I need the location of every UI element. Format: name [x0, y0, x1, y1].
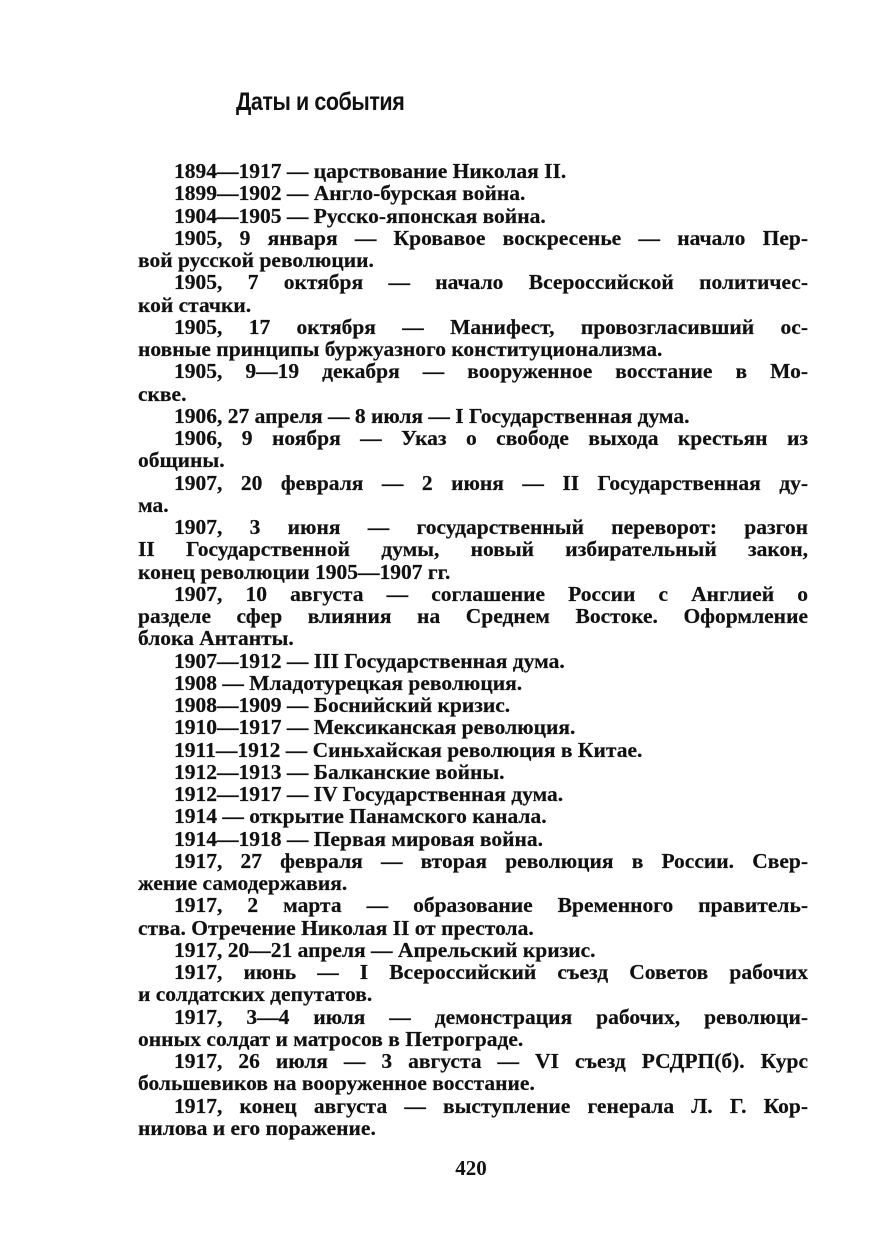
- chronology-entry: [138, 828, 808, 850]
- entry-line: вой русской революции.: [138, 248, 374, 272]
- chronology-entry: [138, 360, 808, 405]
- chronology-entry: [138, 182, 808, 204]
- chronology-entry: [138, 939, 808, 961]
- entry-line: 1912—1913 — Балканские войны.: [174, 759, 505, 784]
- entry-line: 1914 — открытие Панамского канала.: [174, 804, 547, 829]
- entry-line: 1911—1912 — Синьхайская революция в Китае.: [174, 737, 643, 762]
- entry-line: 1906, 27 апреля — 8 июля — I Государственная дума.: [174, 403, 690, 428]
- entry-line: II Государственной думы, новый избирательный закон,: [138, 537, 808, 562]
- chronology-entry: [138, 672, 808, 694]
- chronology-entry: [138, 739, 808, 761]
- chronology-entry: [138, 205, 808, 227]
- chronology-entry: [138, 472, 808, 517]
- entry-line: 1908—1909 — Боснийский кризис.: [174, 693, 511, 717]
- entry-line: 1917, 3—4 июля — демонстрация рабочих, революци-: [174, 1004, 808, 1029]
- entry-line: разделе сфер влияния на Среднем Востоке. Оформление: [138, 604, 808, 628]
- entry-line: ма.: [138, 492, 169, 517]
- chronology-entry: [138, 1050, 808, 1095]
- entry-line: 1917, 26 июля — 3 августа — VI съезд РСДРП(б). Курс: [174, 1049, 808, 1073]
- entry-line: 1910—1917 — Мексиканская революция.: [174, 715, 576, 740]
- chronology-entry: [138, 1006, 808, 1051]
- chronology-entry: [138, 783, 808, 805]
- chronology-entry: [138, 650, 808, 672]
- entry-line: 1905, 17 октября — Манифест, провозгласивший ос-: [174, 314, 808, 339]
- entry-line: 1907, 20 февраля — 2 июня — II Государственная ду-: [174, 470, 808, 495]
- chronology-entry: [138, 316, 808, 361]
- entry-line: 1917, 2 марта — образование Временного правитель-: [174, 893, 808, 918]
- chronology-entry: [138, 694, 808, 716]
- entry-line: 1917, 27 февраля — вторая революция в России. Свер-: [174, 848, 808, 873]
- entry-line: блока Антанты.: [138, 626, 294, 651]
- entry-line: 1905, 7 октября — начало Всероссийской политичес-: [174, 270, 808, 295]
- chronology-entry: [138, 761, 808, 783]
- entry-line: конец революции 1905—1907 гг.: [138, 559, 451, 584]
- entry-line: кой стачки.: [138, 292, 252, 317]
- chronology-entry: [138, 271, 808, 316]
- chronology-entry: [138, 427, 808, 472]
- entry-line: ства. Отречение Николая II от престола.: [138, 915, 534, 940]
- chronology-entry: [138, 961, 808, 1006]
- chronology-list: [138, 160, 808, 1139]
- entry-line: 1914—1918 — Первая мировая война.: [174, 826, 544, 851]
- chronology-entry: [138, 160, 808, 182]
- entry-line: большевиков на вооруженное восстание.: [138, 1071, 535, 1096]
- entry-line: 1894—1917 — царствование Николая II.: [174, 159, 567, 183]
- entry-line: 1917, 20—21 апреля — Апрельский кризис.: [174, 937, 596, 962]
- entry-line: новные принципы буржуазного конституционализма.: [138, 337, 663, 361]
- chronology-entry: [138, 1095, 808, 1140]
- entry-line: жение самодержавия.: [138, 871, 348, 895]
- entry-line: 1907, 3 июня — государственный переворот: разгон: [174, 515, 808, 539]
- chronology-entry: [138, 227, 808, 272]
- chronology-entry: [138, 516, 808, 583]
- entry-line: 1899—1902 — Англо-бурская война.: [174, 181, 526, 206]
- chronology-entry: [138, 405, 808, 427]
- entry-line: 1917, конец августа — выступление генерала Л. Г. Кор-: [174, 1093, 808, 1118]
- chronology-entry: [138, 716, 808, 738]
- entry-line: 1907—1912 — III Государственная дума.: [174, 648, 565, 673]
- entry-line: 1907, 10 августа — соглашение России с Англией о: [174, 581, 808, 606]
- entry-line: скве.: [138, 381, 187, 406]
- entry-line: 1908 — Младотурецкая революция.: [174, 670, 523, 695]
- entry-line: 1904—1905 — Русско-японская война.: [174, 203, 546, 228]
- chronology-entry: [138, 850, 808, 895]
- entry-line: 1912—1917 — IV Государственная дума.: [174, 782, 564, 806]
- chronology-entry: [138, 583, 808, 650]
- entry-line: 1905, 9 января — Кровавое воскресенье — начало Пер-: [174, 225, 808, 250]
- chronology-entry: [138, 894, 808, 939]
- entry-line: нилова и его поражение.: [138, 1115, 376, 1140]
- chronology-entry: [138, 805, 808, 827]
- entry-line: 1917, июнь — I Всероссийский съезд Советов рабочих: [174, 960, 808, 984]
- entry-line: 1905, 9—19 декабря — вооруженное восстание в Мо-: [174, 359, 808, 384]
- page-title: Даты и события: [236, 88, 405, 116]
- entry-line: онных солдат и матросов в Петрограде.: [138, 1026, 524, 1051]
- page-number: 420: [455, 1156, 487, 1180]
- entry-line: общины.: [138, 448, 225, 473]
- entry-line: 1906, 9 ноября — Указ о свободе выхода крестьян из: [174, 426, 808, 450]
- entry-line: и солдатских депутатов.: [138, 982, 373, 1007]
